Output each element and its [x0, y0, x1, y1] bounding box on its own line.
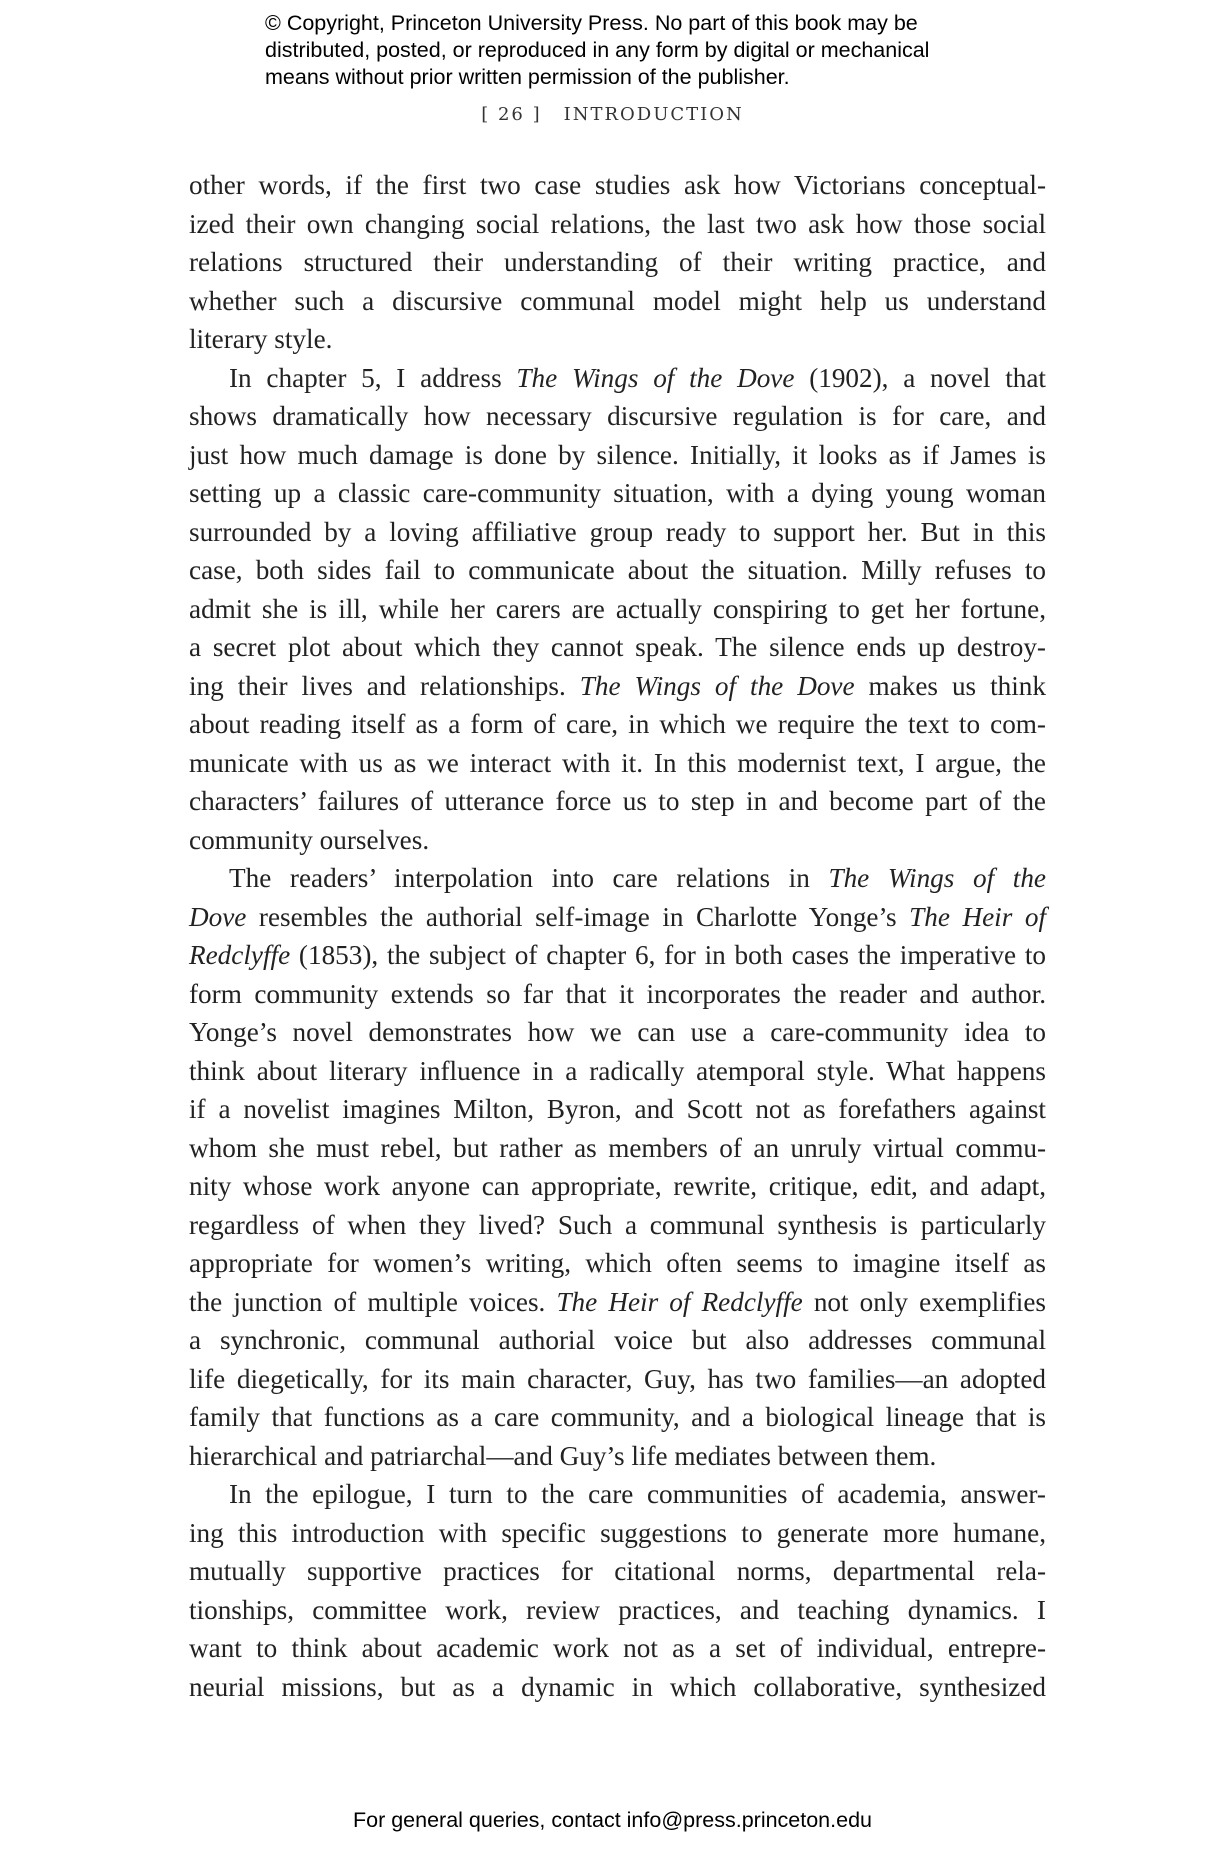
text-line: literary style. — [189, 324, 333, 354]
text-line: ing this introduction with specific suggestions to generate more humane, — [189, 1517, 1046, 1548]
text-line: about reading itself as a form of care, in which we require the text to com- — [189, 709, 1046, 739]
text-line: admit she is ill, while her carers are actually conspiring to get her fortune, — [189, 593, 1046, 624]
copyright-line: means without prior written permission of the publisher. — [265, 65, 790, 89]
text-line: municate with us as we interact with it. In this modernist text, I argue, the — [189, 747, 1046, 778]
italic-title: The Wings of the — [828, 863, 1046, 893]
italic-title: The Heir of Redclyffe — [556, 1286, 803, 1317]
copyright-notice — [265, 10, 1025, 91]
text-line: tionships, committee work, review practices, and teaching dynamics. I — [189, 1594, 1046, 1625]
text-line: Yonge’s novel demonstrates how we can use a care-community idea to — [189, 1017, 1046, 1047]
text-line: if a novelist imagines Milton, Byron, and Scott not as forefathers against — [189, 1094, 1046, 1124]
text-line: a secret plot about which they cannot speak. The silence ends up destroy- — [189, 632, 1046, 662]
body-text — [189, 166, 1046, 1706]
copyright-line: distributed, posted, or reproduced in any form by digital or mechanical — [265, 38, 930, 62]
text-line: appropriate for women’s writing, which often seems to imagine itself as — [189, 1248, 1046, 1278]
copyright-line: © Copyright, Princeton University Press. No part of this book may be — [265, 11, 918, 35]
text-line: In chapter 5, I address The Wings of the Dove (1902), a novel that — [229, 362, 1046, 393]
text-line: The readers’ interpolation into care relations in The Wings of the — [229, 863, 1046, 893]
text-line: the junction of multiple voices. The Heir of Redclyffe not only exemplifies — [189, 1286, 1046, 1317]
text-line: surrounded by a loving affiliative group ready to support her. But in this — [189, 516, 1046, 547]
text-line: ized their own changing social relations, the last two ask how those social — [189, 208, 1046, 239]
text-line: mutually supportive practices for citational norms, departmental rela- — [189, 1556, 1046, 1586]
text-line: ing their lives and relationships. The Wings of the Dove makes us think — [189, 670, 1046, 701]
text-line: neurial missions, but as a dynamic in which collaborative, synthesized — [189, 1671, 1046, 1702]
text-line: hierarchical and patriarchal—and Guy’s life mediates between them. — [189, 1440, 937, 1471]
text-line: case, both sides fail to communicate about the situation. Milly refuses to — [189, 555, 1046, 585]
italic-title: Redclyffe — [189, 940, 291, 970]
text-line: nity whose work anyone can appropriate, rewrite, critique, edit, and adapt, — [189, 1171, 1046, 1201]
text-line: other words, if the first two case studies ask how Victorians conceptual- — [189, 170, 1046, 200]
text-line: just how much damage is done by silence. Initially, it looks as if James is — [189, 439, 1046, 470]
italic-title: The Wings of the Dove — [516, 362, 795, 393]
text-line: characters’ failures of utterance force us to step in and become part of the — [189, 786, 1046, 816]
text-line: a synchronic, communal authorial voice but also addresses communal — [189, 1325, 1046, 1355]
text-line: setting up a classic care-community situation, with a dying young woman — [189, 478, 1046, 508]
footer-contact: For general queries, contact info@press.princeton.edu — [352, 1808, 872, 1832]
page-number: [ 26 ] — [481, 104, 542, 125]
text-line: whom she must rebel, but rather as members of an unruly virtual commu- — [189, 1132, 1046, 1163]
text-line: think about literary influence in a radically atemporal style. What happens — [189, 1055, 1046, 1086]
text-line: community ourselves. — [189, 824, 430, 855]
italic-title: The Heir of — [909, 901, 1046, 932]
text-line: Redclyffe (1853), the subject of chapter 6, for in both cases the imperative to — [189, 940, 1046, 970]
text-line: form community extends so far that it incorporates the reader and author. — [189, 978, 1046, 1009]
text-line: relations structured their understanding of their writing practice, and — [189, 247, 1046, 277]
text-line: regardless of when they lived? Such a communal synthesis is particularly — [189, 1209, 1046, 1240]
italic-title: Dove — [189, 901, 247, 932]
text-line: family that functions as a care community, and a biological lineage that is — [189, 1402, 1046, 1432]
text-line: want to think about academic work not as a set of individual, entrepre- — [189, 1633, 1046, 1663]
text-line: Dove resembles the authorial self-image in Charlotte Yonge’s The Heir of — [189, 901, 1046, 932]
text-line: whether such a discursive communal model might help us understand — [189, 285, 1046, 316]
text-line: life diegetically, for its main character, Guy, has two families—an adopted — [189, 1363, 1046, 1394]
running-head — [0, 104, 1225, 125]
text-line: shows dramatically how necessary discursive regulation is for care, and — [189, 401, 1046, 431]
italic-title: The Wings of the Dove — [579, 670, 855, 701]
running-title: INTRODUCTION — [563, 104, 744, 125]
text-line: In the epilogue, I turn to the care communities of academia, answer- — [229, 1479, 1046, 1509]
